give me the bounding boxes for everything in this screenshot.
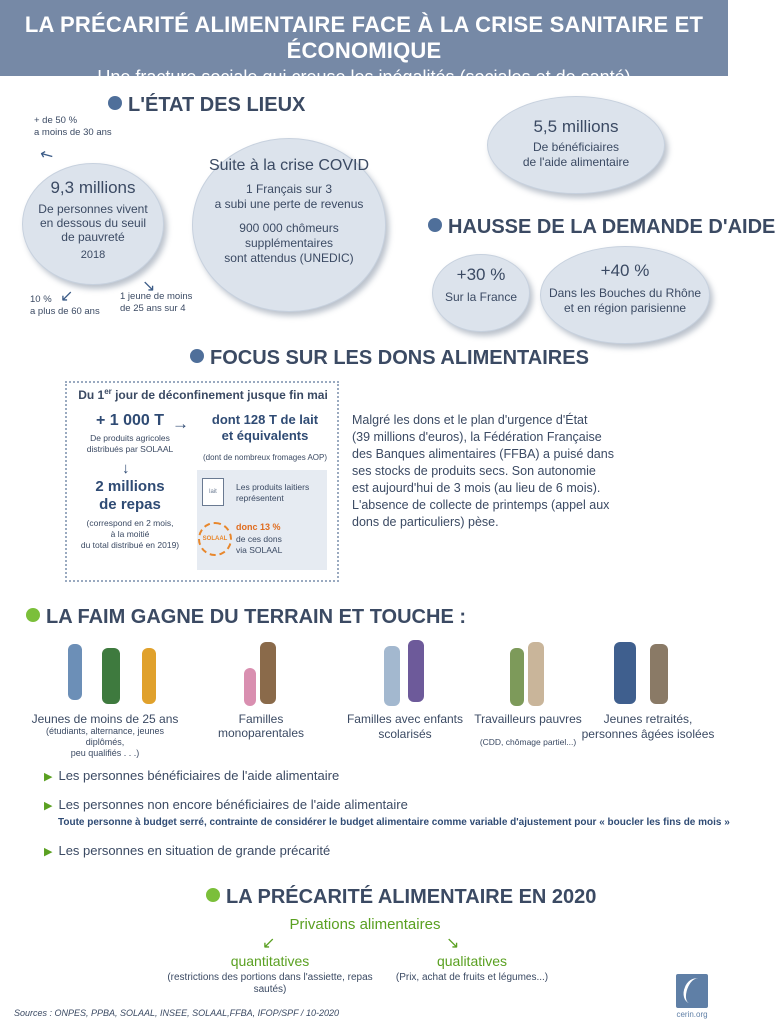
note-plus-60-ans: 10 % a plus de 60 ans xyxy=(30,294,100,317)
focus-box-title: Du 1er jour de déconfinement jusque fin mai xyxy=(78,387,328,402)
bullet-non-beneficiaires-note: Toute personne à budget serré, contrainte de considérer le budget alimentaire comme variable d'ajustement pour « boucler les fins de mois » xyxy=(58,817,730,828)
group-enfants xyxy=(342,712,468,742)
group-travailleurs xyxy=(468,712,588,748)
cerin-logo-text: cerin.org xyxy=(676,1010,708,1019)
bubble-pauvrete xyxy=(22,163,164,285)
bullet-grande-precarite: ▶ Les personnes en situation de grande précarité xyxy=(44,843,331,858)
bullet-non-beneficiaires: ▶ Les personnes non encore bénéficiaires de l'aide alimentaire xyxy=(44,797,408,812)
section-2020-heading: LA PRÉCARITÉ ALIMENTAIRE EN 2020 xyxy=(206,886,596,909)
solaal-logo-icon: SOLAAL xyxy=(198,522,232,556)
group-retraites-label: Jeunes retraités, personnes âgées isolées xyxy=(581,712,715,741)
page-title: LA PRÉCARITÉ ALIMENTAIRE FACE À LA CRISE SANITAIRE ET ÉCONOMIQUE xyxy=(24,12,704,63)
triangle-bullet-icon: ▶ xyxy=(44,800,53,812)
arrow-down-right-icon: ↘ xyxy=(446,935,460,952)
group-jeunes-label: Jeunes de moins de 25 ans xyxy=(31,712,179,726)
pauvrete-year: 2018 xyxy=(80,249,106,261)
beneficiaires-value: 5,5 millions xyxy=(533,117,619,136)
covid-title: Suite à la crise COVID xyxy=(208,157,370,174)
famille-enfants-illustration xyxy=(382,636,434,708)
hausse-france-value: +30 % xyxy=(456,265,506,284)
famille-mono-illustration xyxy=(242,640,288,708)
repas-note: (correspond en 2 mois, à la moitié du total distribué en 2019) xyxy=(80,518,180,550)
note-jeune-25-ans: 1 jeune de moins de 25 ans sur 4 xyxy=(120,291,193,314)
header-banner xyxy=(0,0,728,87)
privations-label: Privations alimentaires xyxy=(289,916,441,933)
arrow-down-icon: ↓ xyxy=(122,460,130,477)
group-travailleurs-label: Travailleurs pauvres xyxy=(474,712,582,726)
sources-text: Sources : ONPES, PPBA, SOLAAL, INSEE, SOLAAL,FFBA, IFOP/SPF / 10-2020 xyxy=(14,1008,339,1018)
lait-box-text1: Les produits laitiers représentent xyxy=(236,482,310,503)
quali-note: (Prix, achat de fruits et légumes...) xyxy=(395,972,549,983)
hausse-france-text: Sur la France xyxy=(444,290,518,304)
bullet-dot-icon xyxy=(428,218,442,232)
bullet-dot-icon xyxy=(206,888,220,902)
group-retraites xyxy=(578,712,718,742)
arrow-right-icon: → xyxy=(172,414,189,433)
bullet-dot-icon xyxy=(26,608,40,622)
bubble-hausse-region xyxy=(540,246,710,344)
arrow-down-left-icon: ↙ xyxy=(60,288,74,305)
cerin-logo-icon xyxy=(676,974,708,1008)
pauvrete-text: De personnes vivent en dessous du seuil de pauvreté xyxy=(38,202,148,244)
group-jeunes xyxy=(30,712,180,759)
covid-line2: 900 000 chômeurs supplémentaires sont attendus (UNEDIC) xyxy=(224,221,354,265)
lait-note: (dont de nombreux fromages AOP) xyxy=(202,453,328,462)
travailleurs-illustration xyxy=(508,640,550,708)
lait-box-pct: donc 13 % xyxy=(236,522,281,532)
bullet-dot-icon xyxy=(190,349,204,363)
bullet-beneficiaires: ▶ Les personnes bénéficiaires de l'aide alimentaire xyxy=(44,768,340,783)
retraites-illustration xyxy=(612,638,680,708)
group-mono-label: Familles monoparentales xyxy=(217,712,305,740)
arrow-up-left-icon: ↖ xyxy=(36,144,58,167)
repas-value: 2 millions de repas xyxy=(95,478,165,513)
beneficiaires-text: De bénéficiaires de l'aide alimentaire xyxy=(522,140,630,169)
bubble-beneficiaires xyxy=(487,96,665,194)
bubble-covid xyxy=(192,138,386,312)
t1-value: + 1 000 T xyxy=(95,412,165,429)
section-focus-heading: FOCUS SUR LES DONS ALIMENTAIRES xyxy=(190,347,589,370)
t1-text: De produits agricoles distribués par SOLAAL xyxy=(86,433,174,454)
quanti-label: quantitatives xyxy=(230,953,310,969)
group-travailleurs-note: (CDD, chômage partiel...) xyxy=(479,737,577,747)
jeunes-illustration xyxy=(60,640,170,708)
group-monoparentales xyxy=(196,712,326,740)
quali-label: qualitatives xyxy=(436,953,508,969)
hausse-region-value: +40 % xyxy=(600,261,650,280)
group-jeunes-note: (étudiants, alternance, jeunes diplômés, peu qualifiés . . .) xyxy=(45,726,165,758)
group-enfants-label: Familles avec enfants scolarisés xyxy=(346,712,464,741)
milk-carton-icon: lait xyxy=(202,478,224,506)
note-moins-30-ans: + de 50 % a moins de 30 ans xyxy=(34,115,112,138)
lait-box-text2: de ces dons via SOLAAL xyxy=(236,534,283,555)
bubble-hausse-france xyxy=(432,254,530,332)
ffba-paragraph: Malgré les dons et le plan d'urgence d'État (39 millions d'euros), la Fédération Française des Banques alimentaires (FFBA) a puisé dans ses stocks de produits secs. Son autonomie est aujourd'hui de 3 mois (au lieu de 6 mois). L'absence de collecte de printemps (appel aux dons de particuliers) pèse. xyxy=(352,413,614,529)
section-hausse-heading: HAUSSE DE LA DEMANDE D'AIDE xyxy=(428,216,775,239)
section-etat-heading: L'ÉTAT DES LIEUX xyxy=(108,94,305,117)
triangle-bullet-icon: ▶ xyxy=(44,771,53,783)
arrow-down-right-icon: ↘ xyxy=(142,278,156,295)
lait-value: dont 128 T de lait et équivalents xyxy=(211,412,319,443)
page-subtitle: Une fracture sociale qui creuse les inégalités (sociales et de santé) xyxy=(97,67,631,87)
section-faim-heading: LA FAIM GAGNE DU TERRAIN ET TOUCHE : xyxy=(26,606,466,629)
pauvrete-value: 9,3 millions xyxy=(50,178,136,197)
quanti-note: (restrictions des portions dans l'assiette, repas sautés) xyxy=(167,972,373,995)
hausse-region-text: Dans les Bouches du Rhône et en région parisienne xyxy=(548,286,702,315)
covid-line1: 1 Français sur 3 a subi une perte de revenus xyxy=(214,182,364,211)
arrow-down-left-icon: ↙ xyxy=(262,935,276,952)
bullet-dot-icon xyxy=(108,96,122,110)
triangle-bullet-icon: ▶ xyxy=(44,846,53,858)
